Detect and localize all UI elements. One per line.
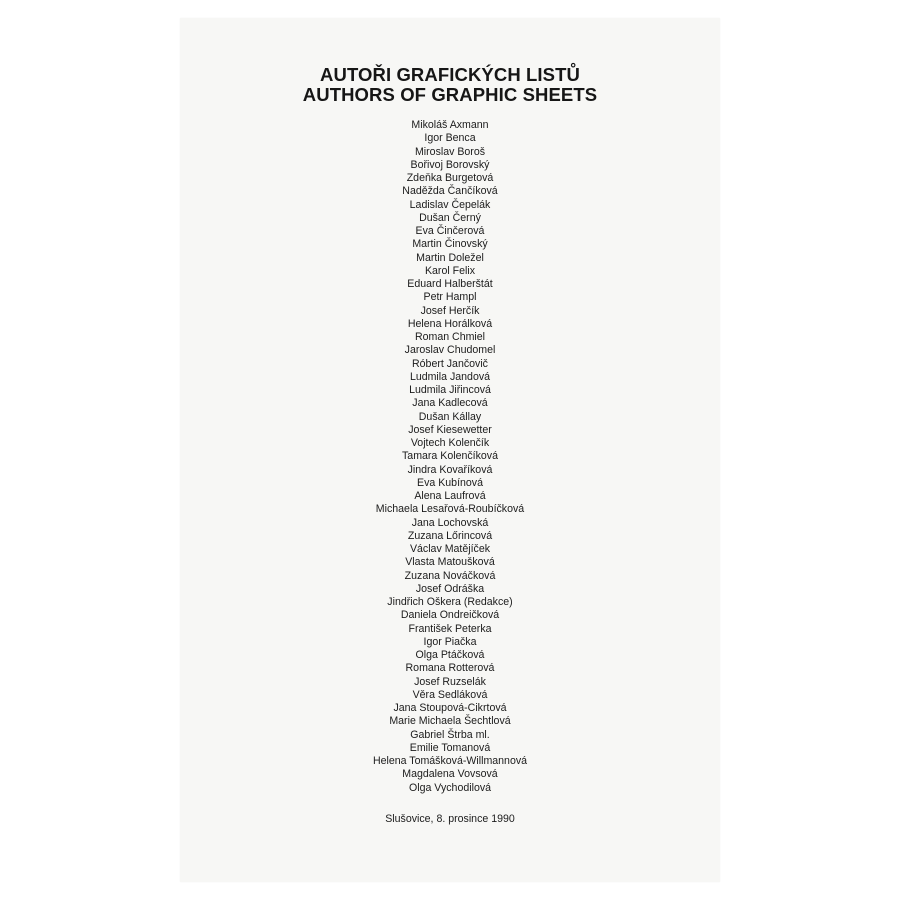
author-name: Emilie Tomanová	[409, 741, 491, 754]
author-name: Tamara Kolenčíková	[402, 450, 498, 463]
author-name: Igor Benca	[424, 132, 476, 145]
author-name: Miroslav Boroš	[414, 145, 486, 158]
author-name: Róbert Jančovič	[412, 357, 488, 370]
author-name: Marie Michaela Šechtlová	[389, 715, 511, 728]
document-page	[180, 18, 720, 882]
author-name: Michaela Lesařová-Roubíčková	[375, 503, 525, 516]
author-name: Eduard Halberštát	[407, 278, 493, 290]
author-name: Magdalena Vovsová	[402, 768, 498, 781]
author-list	[180, 119, 720, 795]
author-name: Josef Herčík	[420, 304, 480, 317]
place-date-line: Slušovice, 8. prosince 1990	[385, 813, 515, 825]
author-name: Daniela Ondreičková	[400, 609, 500, 622]
author-name: Olga Vychodilová	[408, 781, 492, 794]
author-name: Helena Horálková	[407, 317, 493, 330]
author-name: Vojtech Kolenčík	[410, 437, 490, 449]
author-name: Igor Piačka	[423, 635, 477, 648]
author-name: Mikoláš Axmann	[411, 119, 489, 131]
author-name: Vlasta Matoušková	[405, 556, 495, 569]
author-name: Zuzana Nováčková	[404, 569, 496, 582]
author-name: Martin Činovský	[412, 238, 488, 251]
author-name: Helena Tomášková-Willmannová	[372, 755, 528, 767]
author-name: Jindra Kovaříková	[407, 463, 493, 476]
title-czech: AUTOŘI GRAFICKÝCH LISTŮ	[320, 64, 580, 85]
author-name: Dušan Kállay	[418, 410, 482, 423]
author-name: Dušan Černý	[419, 211, 481, 224]
author-name: Josef Ruzselák	[414, 675, 486, 688]
author-name: Ludmila Jiřincová	[409, 384, 491, 396]
author-name: Olga Ptáčková	[415, 649, 485, 661]
author-name: Václav Matějíček	[409, 543, 491, 555]
author-name: Romana Rotterová	[405, 662, 495, 675]
author-name: Jana Lochovská	[411, 516, 489, 529]
author-name: Naděžda Čančíková	[402, 185, 498, 198]
author-name: Jana Kadlecová	[412, 397, 488, 410]
author-name: Eva Činčerová	[415, 225, 485, 237]
author-name: Eva Kubínová	[417, 476, 483, 489]
author-name: Martin Doležel	[416, 251, 484, 264]
author-name: Jaroslav Chudomel	[404, 344, 496, 357]
author-name: Jana Stoupová-Cikrtová	[393, 702, 507, 714]
author-name: Josef Odráška	[415, 582, 485, 595]
author-name: Gabriel Štrba ml.	[410, 728, 490, 741]
author-name: Bořivoj Borovský	[410, 158, 490, 171]
author-name: Petr Hampl	[423, 291, 477, 304]
author-name: Zuzana Lőrincová	[407, 529, 493, 542]
author-name: Karol Felix	[424, 264, 476, 277]
author-name: Josef Kiesewetter	[408, 423, 492, 436]
author-name: Ludmila Jandová	[409, 370, 491, 383]
title-english: AUTHORS OF GRAPHIC SHEETS	[302, 84, 598, 105]
author-name: Alena Laufrová	[414, 490, 486, 502]
author-name: Věra Sedláková	[412, 688, 488, 701]
author-name: Ladislav Čepelák	[409, 198, 491, 211]
author-name: Roman Chmiel	[414, 331, 486, 343]
author-name: František Peterka	[408, 622, 492, 635]
author-name: Zdeňka Burgetová	[406, 172, 494, 184]
author-name: Jindřich Oškera (Redakce)	[387, 596, 513, 608]
document-title	[180, 65, 720, 105]
